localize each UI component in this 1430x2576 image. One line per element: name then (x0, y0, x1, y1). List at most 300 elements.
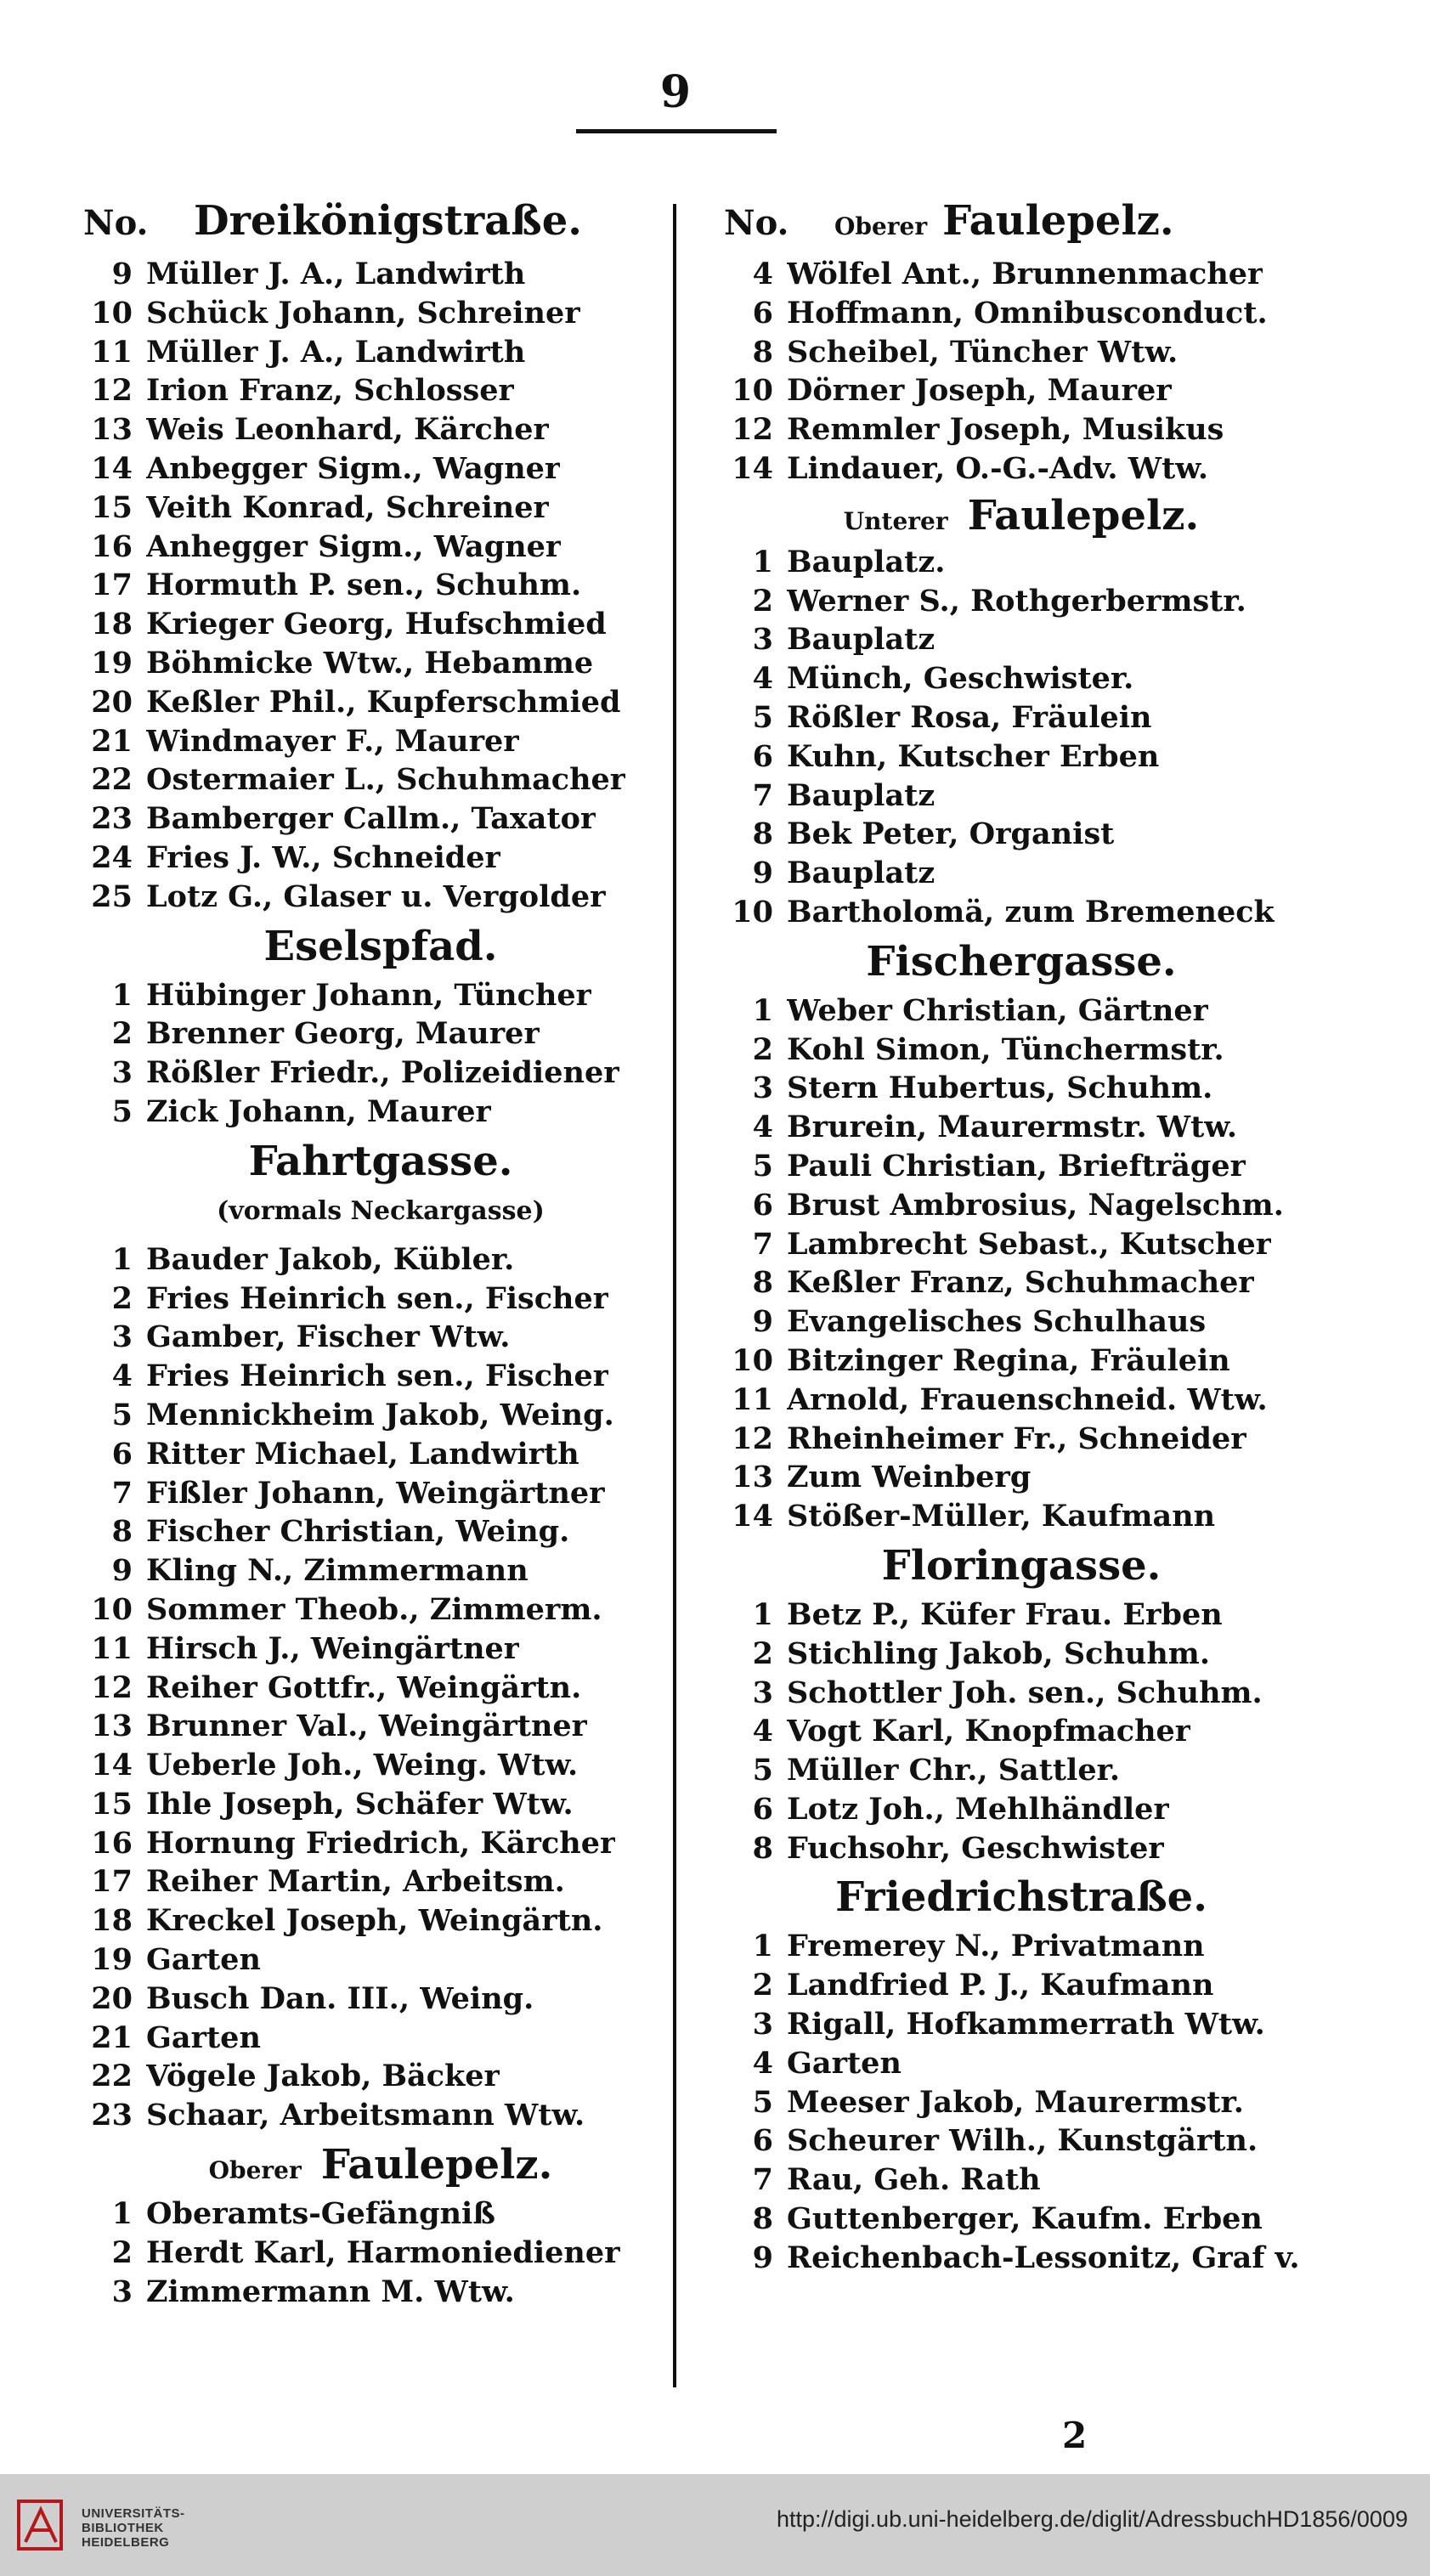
house-number: 9 (752, 856, 773, 891)
house-number: 7 (752, 1226, 773, 1262)
house-number: 14 (91, 1748, 133, 1783)
list-item (83, 839, 678, 878)
resident-entry: Kohl Simon, Tünchermstr. (787, 1031, 1224, 1067)
house-number: 4 (752, 257, 773, 291)
list-item (724, 698, 1319, 737)
resident-entry: Veith Konrad, Schreiner (146, 489, 549, 525)
house-number: 9 (752, 1304, 773, 1340)
resident-entry: Hirsch J., Weingärtner (146, 1630, 520, 1666)
resident-entry: Herdt Karl, Harmoniediener (146, 2234, 620, 2270)
house-number: 2 (752, 1031, 773, 1067)
house-number: 2 (111, 1016, 133, 1052)
street-title-block (83, 2135, 678, 2195)
list-item (724, 1790, 1319, 1829)
entry-list (724, 543, 1319, 932)
house-number: 16 (91, 528, 133, 564)
list-item (83, 2096, 678, 2135)
list-item (83, 644, 678, 683)
list-item (724, 1635, 1319, 1674)
list-item (724, 1302, 1319, 1342)
list-item (83, 1512, 678, 1551)
entry-list (83, 976, 678, 1132)
list-item (83, 1551, 678, 1590)
resident-entry: Scheibel, Tüncher Wtw. (787, 334, 1178, 370)
list-item (83, 566, 678, 605)
list-item (724, 2239, 1319, 2278)
house-number: 4 (752, 2045, 773, 2081)
street-title: Faulepelz. (320, 2141, 553, 2189)
resident-entry: Stern Hubertus, Schuhm. (787, 1071, 1213, 1106)
list-item (83, 1669, 678, 1708)
house-number: 10 (732, 373, 773, 409)
list-item (83, 1054, 678, 1093)
street-title: Floringasse. (881, 1541, 1162, 1590)
resident-entry: Garten (146, 1942, 261, 1978)
resident-entry: Lotz Joh., Mehlhändler (787, 1791, 1169, 1827)
list-item (724, 1751, 1319, 1790)
house-number: 10 (91, 295, 133, 330)
house-number: 3 (752, 2007, 773, 2042)
resident-entry: Zimmermann M. Wtw. (146, 2274, 515, 2309)
house-number: 21 (91, 723, 133, 759)
house-number: 2 (752, 583, 773, 619)
list-item (724, 1829, 1319, 1868)
house-number: 14 (732, 450, 773, 486)
house-number: 12 (732, 412, 773, 448)
house-number: 23 (91, 801, 133, 837)
resident-entry: Hormuth P. sen., Schuhm. (146, 568, 582, 603)
house-number: 19 (91, 1942, 133, 1978)
list-item (83, 1630, 678, 1669)
resident-entry: Müller Chr., Sattler. (787, 1753, 1121, 1788)
house-number: 6 (752, 295, 773, 330)
resident-entry: Stößer-Müller, Kaufmann (787, 1499, 1216, 1534)
spacer (83, 1232, 678, 1240)
resident-entry: Vögele Jakob, Bäcker (146, 2059, 500, 2094)
house-number: 6 (752, 1187, 773, 1223)
left-column-header (83, 197, 678, 255)
institution-name (82, 2506, 185, 2550)
list-item (724, 2083, 1319, 2122)
list-item (724, 893, 1319, 932)
house-number: 4 (752, 661, 773, 697)
resident-entry: Schück Johann, Schreiner (146, 295, 580, 330)
resident-entry: Ueberle Joh., Weing. Wtw. (146, 1748, 579, 1783)
institution-line: HEIDELBERG (82, 2535, 170, 2550)
resident-entry: Müller J. A., Landwirth (146, 257, 526, 291)
resident-entry: Zum Weinberg (787, 1460, 1032, 1495)
list-item (83, 683, 678, 722)
street-title: Fischergasse. (866, 937, 1177, 986)
resident-entry: Kling N., Zimmermann (146, 1553, 528, 1589)
list-item (83, 2057, 678, 2096)
house-number: 22 (91, 2059, 133, 2094)
house-number: 5 (111, 1397, 133, 1432)
list-item (724, 1031, 1319, 1070)
resident-entry: Meeser Jakob, Maurermstr. (787, 2084, 1244, 2120)
resident-entry: Betz P., Küfer Frau. Erben (787, 1596, 1223, 1632)
list-item (83, 605, 678, 644)
resident-entry: Windmayer F., Maurer (146, 723, 519, 759)
street-title-block (724, 1536, 1319, 1596)
resident-entry: Reiher Gottfr., Weingärtn. (146, 1669, 582, 1705)
resident-entry: Pauli Christian, Briefträger (787, 1148, 1246, 1183)
house-number: 3 (752, 1675, 773, 1710)
house-number: 3 (111, 1055, 133, 1091)
list-item (83, 1590, 678, 1630)
list-item (724, 1186, 1319, 1225)
list-item (724, 854, 1319, 893)
house-number: 6 (752, 738, 773, 774)
house-number: 10 (91, 1591, 133, 1627)
entry-list (724, 1596, 1319, 1868)
list-item (724, 2044, 1319, 2083)
list-item (724, 620, 1319, 659)
house-number: 2 (752, 1635, 773, 1671)
resident-entry: Fries Heinrich sen., Fischer (146, 1280, 609, 1316)
resident-entry: Müller J. A., Landwirth (146, 334, 526, 370)
house-number: 4 (111, 1359, 133, 1394)
house-number: 8 (752, 2201, 773, 2237)
house-number: 6 (111, 1436, 133, 1472)
house-number: 9 (752, 2240, 773, 2275)
resident-entry: Evangelisches Schulhaus (787, 1304, 1207, 1340)
street-note: (vormals Neckargasse) (217, 1195, 545, 1226)
house-number: 10 (732, 894, 773, 929)
resident-entry: Brust Ambrosius, Nagelschm. (787, 1187, 1284, 1223)
house-number: 3 (111, 1319, 133, 1355)
street-prefix: Oberer (834, 212, 928, 240)
house-number: 1 (752, 544, 773, 579)
footer-bar (0, 2474, 1430, 2576)
house-number: 7 (752, 777, 773, 813)
list-item (724, 777, 1319, 816)
resident-entry: Ihle Joseph, Schäfer Wtw. (146, 1786, 574, 1822)
house-number: 9 (111, 1553, 133, 1589)
resident-entry: Hornung Friedrich, Kärcher (146, 1825, 616, 1861)
house-number: 2 (111, 1280, 133, 1316)
street-title-block (724, 489, 1319, 543)
resident-entry: Gamber, Fischer Wtw. (146, 1319, 511, 1355)
list-item (83, 1824, 678, 1863)
house-number: 15 (91, 1786, 133, 1822)
list-item (724, 1497, 1319, 1536)
house-number: 23 (91, 2098, 133, 2133)
list-item (83, 1280, 678, 1319)
resident-entry: Arnold, Frauenschneid. Wtw. (787, 1381, 1268, 1417)
list-item (724, 2161, 1319, 2200)
resident-entry: Rau, Geh. Rath (787, 2162, 1041, 2198)
resident-entry: Oberamts-Gefängniß (146, 2196, 495, 2232)
house-number: 3 (111, 2274, 133, 2309)
resident-entry: Fischer Christian, Weing. (146, 1514, 570, 1550)
resident-entry: Sommer Theob., Zimmerm. (146, 1591, 602, 1627)
list-item (83, 1862, 678, 1901)
house-number: 7 (752, 2162, 773, 2198)
list-item (724, 1420, 1319, 1459)
list-item (83, 2019, 678, 2058)
house-number: 12 (91, 373, 133, 409)
house-number: 1 (752, 1929, 773, 1964)
list-item (724, 2121, 1319, 2161)
list-item (724, 255, 1319, 294)
resident-entry: Bartholomä, zum Bremeneck (787, 894, 1275, 929)
list-item (83, 1357, 678, 1396)
resident-entry: Irion Franz, Schlosser (146, 373, 514, 409)
entry-list (724, 1927, 1319, 2277)
resident-entry: Münch, Geschwister. (787, 661, 1134, 697)
list-item (83, 1318, 678, 1357)
street-title: Faulepelz. (967, 491, 1200, 539)
resident-entry: Keßler Franz, Schuhmacher (787, 1265, 1254, 1301)
resident-entry: Fries Heinrich sen., Fischer (146, 1359, 609, 1394)
resident-entry: Schottler Joh. sen., Schuhm. (787, 1675, 1263, 1710)
street-title: Eselspfad. (263, 922, 498, 970)
house-number: 17 (91, 1864, 133, 1900)
list-item (724, 371, 1319, 410)
resident-entry: Guttenberger, Kaufm. Erben (787, 2201, 1263, 2237)
resident-entry: Scheurer Wilh., Kunstgärtn. (787, 2123, 1258, 2159)
house-number: 7 (111, 1475, 133, 1511)
list-item (724, 449, 1319, 489)
resident-entry: Rheinheimer Fr., Schneider (787, 1421, 1246, 1456)
resident-entry: Weber Christian, Gärtner (787, 992, 1209, 1028)
resident-entry: Lambrecht Sebast., Kutscher (787, 1226, 1272, 1262)
entry-list (83, 1240, 678, 2135)
list-item (83, 1980, 678, 2019)
resident-entry: Reichenbach-Lessonitz, Graf v. (787, 2240, 1300, 2275)
list-item (83, 489, 678, 528)
list-item (83, 528, 678, 567)
street-title: Fahrtgasse. (248, 1137, 513, 1185)
house-number: 8 (752, 816, 773, 852)
list-item (83, 1014, 678, 1054)
house-number: 3 (752, 1071, 773, 1106)
house-number: 8 (752, 1265, 773, 1301)
list-item (724, 1225, 1319, 1264)
house-number: 14 (732, 1499, 773, 1534)
resident-entry: Remmler Joseph, Musikus (787, 412, 1224, 448)
street-title-block (83, 1132, 678, 1191)
list-item (724, 1927, 1319, 1966)
list-item (724, 737, 1319, 777)
list-item (724, 410, 1319, 449)
resident-entry: Anbegger Sigm., Wagner (146, 450, 561, 486)
list-item (83, 2195, 678, 2234)
resident-entry: Reiher Martin, Arbeitsm. (146, 1864, 565, 1900)
house-number: 11 (91, 1630, 133, 1666)
entry-list (83, 2195, 678, 2311)
list-item (724, 543, 1319, 582)
house-number: 12 (91, 1669, 133, 1705)
resident-entry: Wölfel Ant., Brunnenmacher (787, 257, 1263, 291)
house-number: 5 (752, 1148, 773, 1183)
entry-list (724, 255, 1319, 489)
signature-mark: 2 (1062, 2415, 1088, 2456)
resident-entry: Anhegger Sigm., Wagner (146, 528, 562, 564)
house-number: 4 (752, 1714, 773, 1749)
resident-entry: Bauplatz (787, 856, 935, 891)
list-item (83, 410, 678, 449)
list-item (724, 1381, 1319, 1420)
list-item (724, 2005, 1319, 2044)
house-number: 21 (91, 2020, 133, 2055)
left-column (83, 197, 678, 2311)
list-item (83, 255, 678, 294)
list-item (83, 333, 678, 372)
resident-entry: Kreckel Joseph, Weingärtn. (146, 1903, 603, 1939)
list-item (724, 582, 1319, 621)
house-number: 14 (91, 450, 133, 486)
house-number: 8 (111, 1514, 133, 1550)
house-number: 5 (752, 699, 773, 735)
resident-entry: Bamberger Callm., Taxator (146, 801, 596, 837)
street-title-block (724, 932, 1319, 991)
list-item (83, 1707, 678, 1746)
list-item (724, 1712, 1319, 1751)
house-number: 1 (111, 2196, 133, 2232)
list-item (83, 1240, 678, 1280)
house-number: 4 (752, 1110, 773, 1145)
resident-entry: Garten (787, 2045, 902, 2081)
house-number: 12 (732, 1421, 773, 1456)
house-number: 5 (111, 1093, 133, 1129)
street-title: Dreikönigstraße. (194, 197, 582, 245)
resident-entry: Ritter Michael, Landwirth (146, 1436, 579, 1472)
list-item (83, 1093, 678, 1132)
list-item (83, 2273, 678, 2312)
house-number: 13 (732, 1460, 773, 1495)
house-number: 1 (111, 1241, 133, 1277)
resident-entry: Bauder Jakob, Kübler. (146, 1241, 515, 1277)
header-rule (576, 129, 777, 133)
house-number: 20 (91, 1980, 133, 2016)
resident-entry: Zick Johann, Maurer (146, 1093, 491, 1129)
resident-entry: Bitzinger Regina, Fräulein (787, 1342, 1230, 1378)
list-item (724, 1147, 1319, 1186)
street-title: Friedrichstraße. (835, 1873, 1207, 1922)
resident-entry: Fries J. W., Schneider (146, 839, 500, 875)
house-number: 11 (732, 1381, 773, 1417)
right-column (724, 197, 1319, 2278)
list-item (83, 371, 678, 410)
list-item (724, 294, 1319, 333)
street-prefix: Oberer (208, 2156, 302, 2185)
institution-line: UNIVERSITÄTS- (82, 2506, 185, 2521)
resident-entry: Hübinger Johann, Tüncher (146, 977, 592, 1013)
house-number: 2 (752, 1968, 773, 2003)
resident-entry: Fuchsohr, Geschwister (787, 1830, 1164, 1866)
list-item (83, 294, 678, 333)
house-number: 1 (752, 992, 773, 1028)
house-number: 1 (752, 1596, 773, 1632)
house-number: 6 (752, 2123, 773, 2159)
resident-entry: Rigall, Hofkammerrath Wtw. (787, 2007, 1265, 2042)
list-item (83, 1746, 678, 1785)
list-item (724, 659, 1319, 698)
list-item (83, 1435, 678, 1474)
list-item (724, 1108, 1319, 1147)
entry-list (724, 991, 1319, 1536)
house-number: 19 (91, 645, 133, 681)
resident-entry: Brunner Val., Weingärtner (146, 1709, 588, 1744)
list-item (724, 1342, 1319, 1381)
house-number: 8 (752, 1830, 773, 1866)
resident-entry: Dörner Joseph, Maurer (787, 373, 1172, 409)
resident-entry: Busch Dan. III., Weing. (146, 1980, 534, 2016)
house-number: 1 (111, 977, 133, 1013)
resident-entry: Weis Leonhard, Kärcher (146, 412, 549, 448)
house-number: 18 (91, 607, 133, 642)
list-item (724, 1458, 1319, 1497)
no-label: No. (724, 203, 789, 243)
list-item (83, 976, 678, 1015)
list-item (83, 1901, 678, 1940)
house-number: 17 (91, 568, 133, 603)
list-item (724, 1263, 1319, 1302)
university-seal-icon[interactable] (17, 2498, 68, 2552)
house-number: 5 (752, 1753, 773, 1788)
list-item (83, 449, 678, 489)
resident-entry: Stichling Jakob, Schuhm. (787, 1635, 1211, 1671)
resident-entry: Werner S., Rothgerbermstr. (787, 583, 1246, 619)
resident-entry: Krieger Georg, Hufschmied (146, 607, 607, 642)
list-item (83, 1940, 678, 1980)
list-item (724, 1674, 1319, 1713)
house-number: 18 (91, 1903, 133, 1939)
resident-entry: Bauplatz (787, 622, 935, 658)
street-title: Faulepelz. (942, 197, 1174, 245)
house-number: 8 (752, 334, 773, 370)
list-item (83, 1396, 678, 1435)
house-number: 2 (111, 2234, 133, 2270)
street-title-block (83, 917, 678, 976)
resident-entry: Rößler Friedr., Polizeidiener (146, 1055, 619, 1091)
list-item (724, 333, 1319, 372)
resident-entry: Rößler Rosa, Fräulein (787, 699, 1152, 735)
resident-entry: Bauplatz (787, 777, 935, 813)
resident-entry: Ostermaier L., Schuhmacher (146, 762, 626, 798)
no-label: No. (83, 203, 149, 243)
list-item (724, 1966, 1319, 2005)
list-item (724, 815, 1319, 854)
resident-entry: Vogt Karl, Knopfmacher (787, 1714, 1191, 1749)
list-item (724, 991, 1319, 1031)
resident-entry: Lotz G., Glaser u. Vergolder (146, 878, 606, 914)
house-number: 20 (91, 684, 133, 720)
house-number: 16 (91, 1825, 133, 1861)
institution-line: BIBLIOTHEK (82, 2521, 164, 2535)
resident-entry: Brenner Georg, Maurer (146, 1016, 540, 1052)
house-number: 24 (91, 839, 133, 875)
house-number: 3 (752, 622, 773, 658)
list-item (724, 2200, 1319, 2239)
house-number: 15 (91, 489, 133, 525)
house-number: 25 (91, 878, 133, 914)
list-item (83, 1474, 678, 1513)
resident-entry: Fremerey N., Privatmann (787, 1929, 1205, 1964)
list-item (83, 2234, 678, 2273)
resident-entry: Bauplatz. (787, 544, 946, 579)
resident-entry: Kuhn, Kutscher Erben (787, 738, 1160, 774)
list-item (83, 722, 678, 761)
resident-entry: Garten (146, 2020, 261, 2055)
list-item (83, 799, 678, 839)
source-url-link[interactable]: http://digi.ub.uni-heidelberg.de/diglit/AdressbuchHD1856/0009 (776, 2506, 1408, 2532)
resident-entry: Brurein, Maurermstr. Wtw. (787, 1110, 1238, 1145)
house-number: 5 (752, 2084, 773, 2120)
list-item (724, 1596, 1319, 1635)
